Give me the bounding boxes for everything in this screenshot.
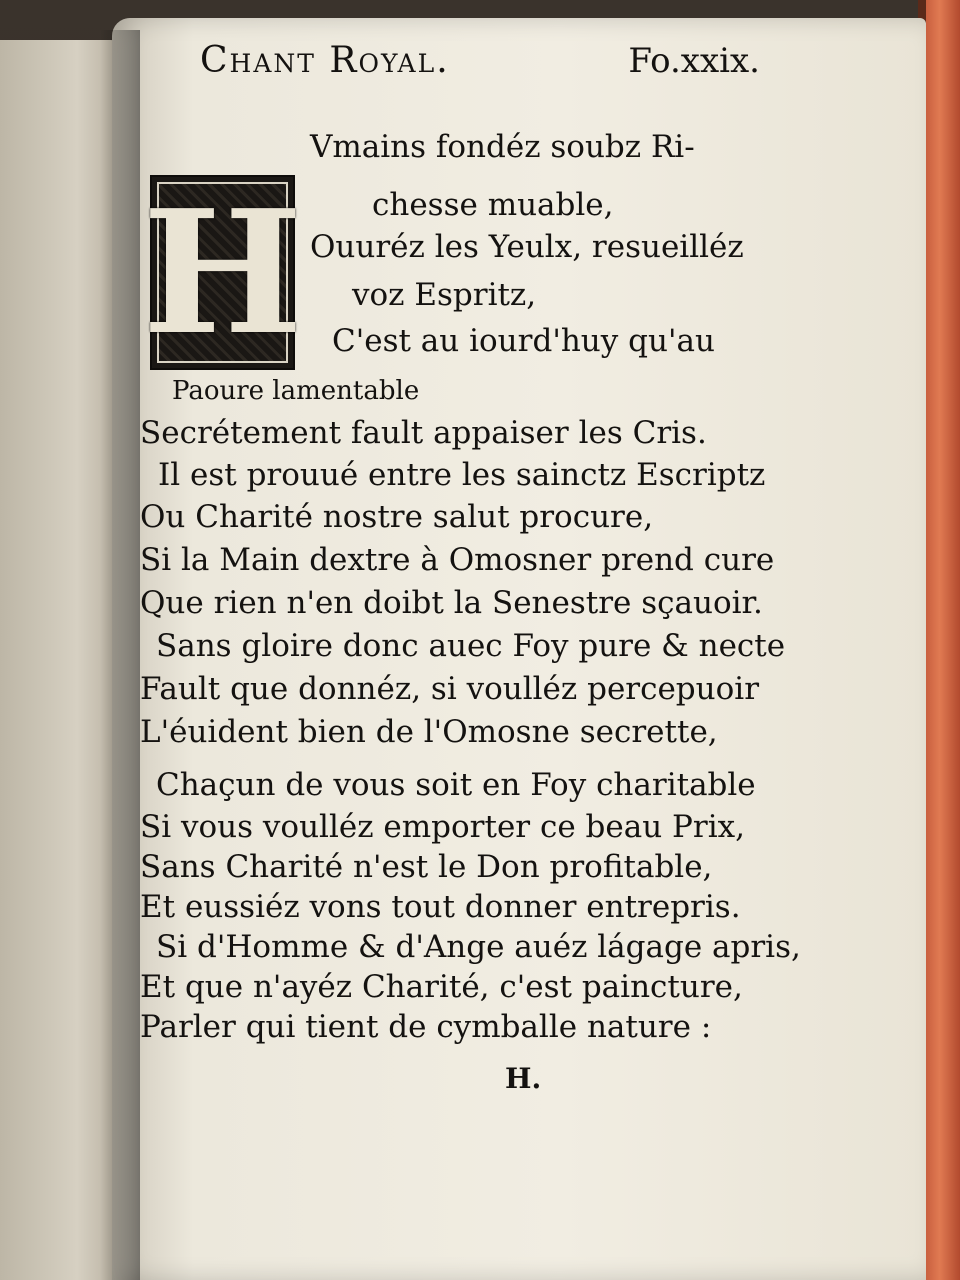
verse-line: Et eussiéz vons tout donner entrepris. bbox=[140, 889, 741, 925]
drop-cap-letter: H bbox=[142, 172, 303, 373]
verse-line: Sans Charité n'est le Don profitable, bbox=[140, 849, 713, 885]
verse-line: Fault que donnéz, si voulléz percepuoir bbox=[140, 671, 760, 707]
page-gutter-shadow bbox=[100, 30, 140, 1280]
header-title: Chant Royal. bbox=[200, 40, 450, 81]
verse-line: chesse muable, bbox=[372, 187, 614, 223]
signature-mark: H. bbox=[505, 1062, 542, 1095]
verse-line: Il est prouué entre les sainctz Escriptz bbox=[158, 457, 766, 493]
verse-line: Si vous voulléz emporter ce beau Prix, bbox=[140, 809, 745, 845]
verse-line: Ouuréz les Yeulx, resueilléz bbox=[310, 229, 744, 265]
verse-line: Si d'Homme & d'Ange auéz lágage apris, bbox=[156, 929, 801, 965]
verse-line: Vmains fondéz soubz Ri- bbox=[310, 129, 695, 165]
verse-line: voz Espritz, bbox=[352, 277, 537, 313]
verse-line: Paoure lamentable bbox=[172, 376, 420, 406]
verse-line: Sans gloire donc auec Foy pure & necte bbox=[156, 628, 786, 664]
verse-line: Si la Main dextre à Omosner prend cure bbox=[140, 542, 775, 578]
running-header bbox=[200, 40, 760, 100]
verse-line: Que rien n'en doibt la Senestre sçauoir. bbox=[140, 585, 763, 621]
red-page-edge bbox=[926, 0, 960, 1280]
verse-line: Parler qui tient de cymballe nature : bbox=[140, 1009, 712, 1045]
verse-line: L'éuident bien de l'Omosne secrette, bbox=[140, 714, 718, 750]
verse-line: Secrétement fault appaiser les Cris. bbox=[140, 415, 707, 451]
ornament-frame bbox=[142, 172, 303, 373]
decorated-initial bbox=[142, 172, 303, 373]
verse-line: Chaçun de vous soit en Foy charitable bbox=[156, 767, 756, 803]
verse-line: Et que n'ayéz Charité, c'est paincture, bbox=[140, 969, 743, 1005]
verse-line: C'est au iourd'huy qu'au bbox=[332, 323, 715, 359]
verse-line: Ou Charité nostre salut procure, bbox=[140, 499, 654, 535]
folio-number: Fo.xxix. bbox=[628, 41, 760, 81]
